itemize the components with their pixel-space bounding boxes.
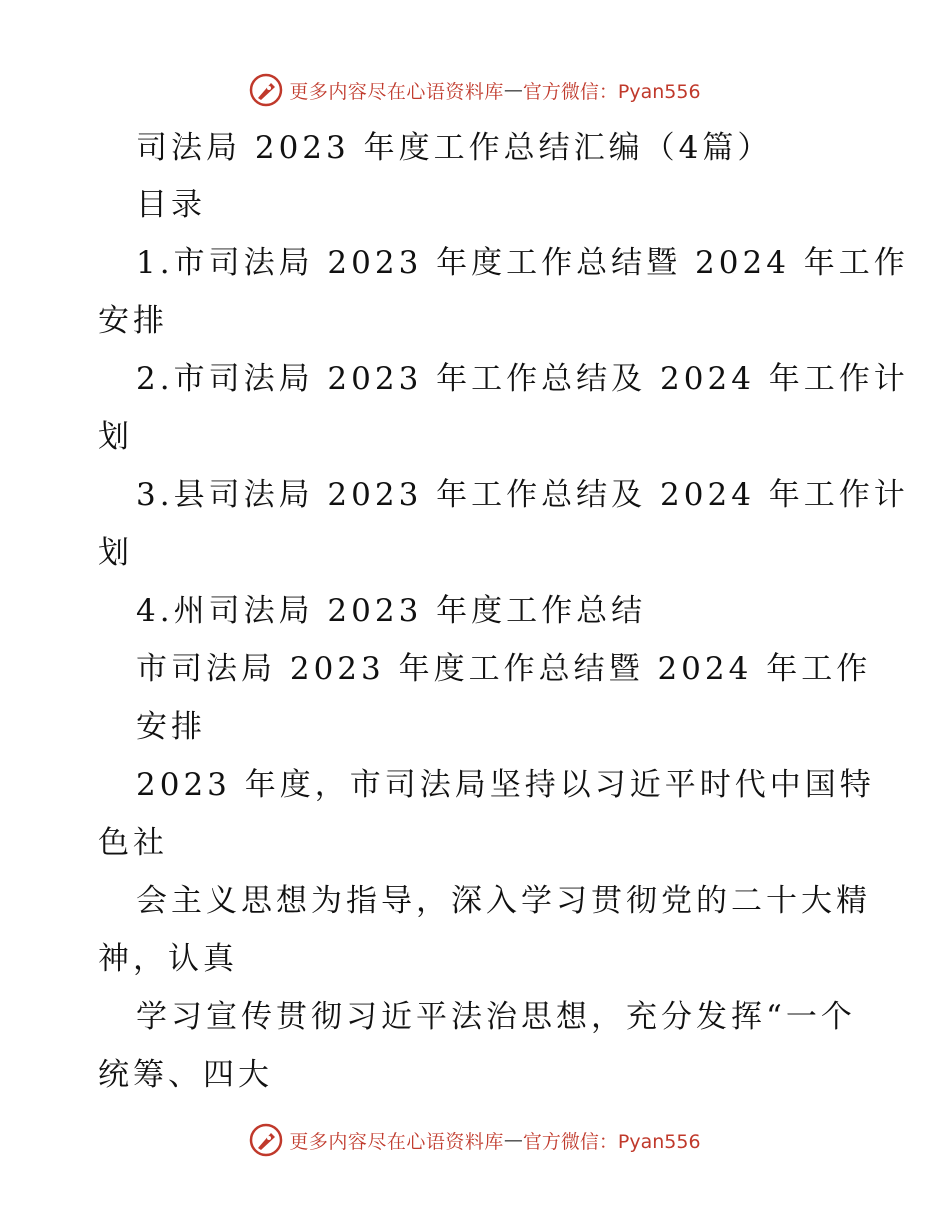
toc-item-1-cont: 安排 — [98, 303, 168, 339]
body-paragraph-2: 会主义思想为指导，深入学习贯彻党的二十大精 — [136, 883, 871, 919]
pen-nib-circle-icon — [249, 1123, 283, 1157]
watermark-separator: — — [503, 79, 523, 101]
watermark-text: 更多内容尽在心语资料库 — [289, 1130, 504, 1153]
body-paragraph-3: 学习宣传贯彻习近平法治思想，充分发挥“一个 — [136, 999, 856, 1035]
toc-item-4: 4.州司法局 2023 年度工作总结 — [136, 593, 647, 629]
watermark-wechat: 官方微信：Pyan556 — [522, 1130, 701, 1153]
toc-item-1: 1.市司法局 2023 年度工作总结暨 2024 年工作 — [136, 245, 909, 281]
toc-heading: 目录 — [136, 187, 206, 223]
watermark-wechat: 官方微信：Pyan556 — [522, 80, 701, 103]
toc-item-2-cont: 划 — [98, 419, 133, 455]
watermark-separator: — — [503, 1129, 523, 1151]
footer-watermark — [0, 1120, 950, 1160]
watermark-text: 更多内容尽在心语资料库 — [289, 80, 504, 103]
body-paragraph-3-cont: 统筹、四大 — [98, 1057, 273, 1093]
section-title: 市司法局 2023 年度工作总结暨 2024 年工作 — [136, 651, 872, 687]
body-paragraph-1: 2023 年度，市司法局坚持以习近平时代中国特 — [136, 767, 875, 803]
toc-item-3: 3.县司法局 2023 年工作总结及 2024 年工作计 — [136, 477, 909, 513]
pen-nib-circle-icon — [249, 73, 283, 107]
toc-item-3-cont: 划 — [98, 535, 133, 571]
section-title-cont: 安排 — [136, 709, 206, 745]
header-watermark — [0, 70, 950, 110]
toc-item-2: 2.市司法局 2023 年工作总结及 2024 年工作计 — [136, 361, 909, 397]
document-title: 司法局 2023 年度工作总结汇编（4篇） — [136, 130, 773, 166]
body-paragraph-2-cont: 神，认真 — [98, 941, 238, 977]
body-paragraph-1-cont: 色社 — [98, 825, 168, 861]
